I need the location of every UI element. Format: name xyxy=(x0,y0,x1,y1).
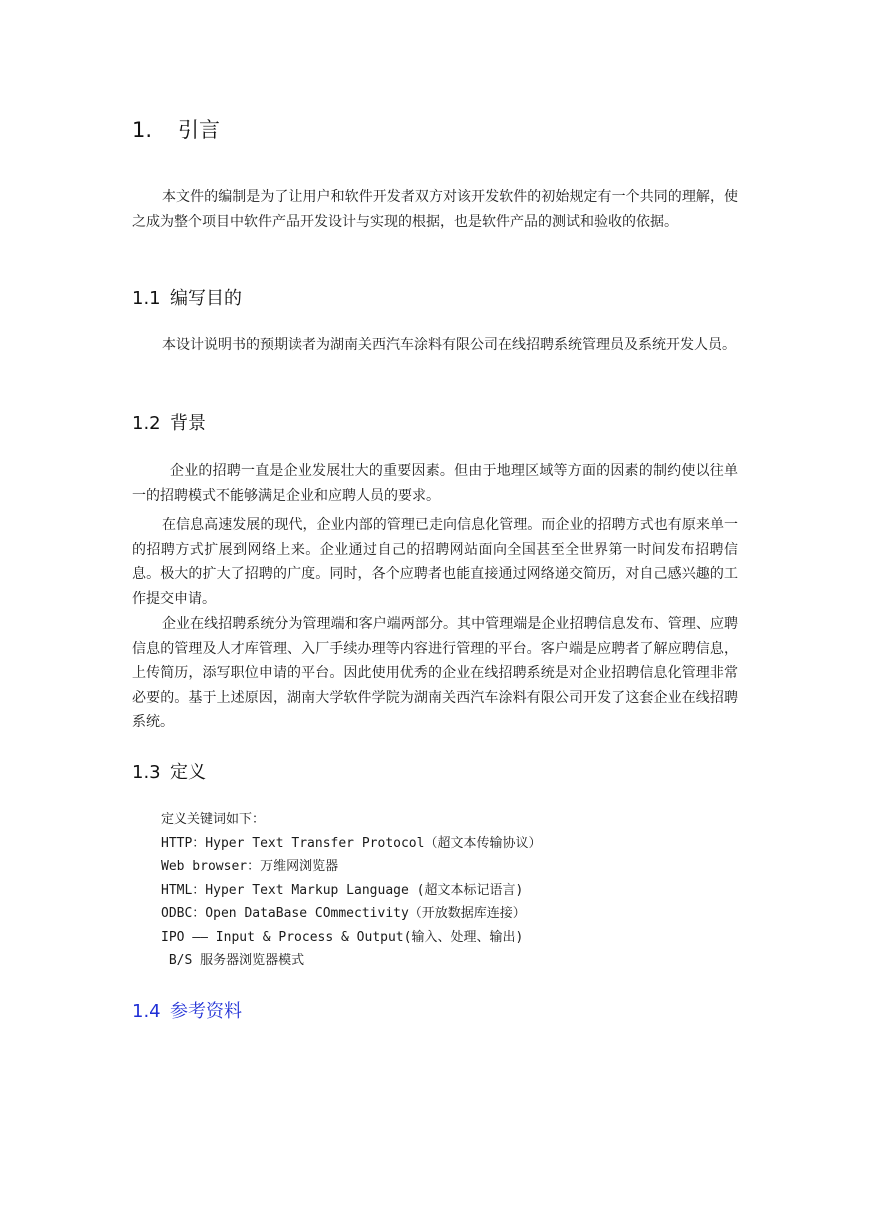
heading-references-link[interactable] xyxy=(132,997,242,1023)
heading-number: 1.2 xyxy=(132,413,161,434)
heading-title: 背景 xyxy=(170,413,206,434)
heading-number: 1. xyxy=(132,118,153,142)
definition-item: B/S 服务器浏览器模式 xyxy=(161,953,305,968)
heading-intro xyxy=(132,114,220,144)
definition-item: HTML：Hyper Text Markup Language (超文本标记语言) xyxy=(161,882,524,898)
heading-background xyxy=(132,409,206,435)
heading-title: 定义 xyxy=(170,762,206,783)
heading-number: 1.4 xyxy=(132,1001,161,1022)
definition-item: HTTP：Hyper Text Transfer Protocol（超文本传输协议） xyxy=(161,835,542,851)
definitions-list xyxy=(161,808,541,973)
definitions-intro: 定义关键词如下： xyxy=(161,812,266,827)
heading-title: 引言 xyxy=(178,118,220,142)
heading-number: 1.1 xyxy=(132,288,161,309)
heading-definitions xyxy=(132,758,206,784)
paragraph-background-1: 企业的招聘一直是企业发展壮大的重要因素。但由于地理区域等方面的因素的制约使以往单一的招聘模式不能够满足企业和应聘人员的要求。 xyxy=(132,463,738,504)
heading-purpose xyxy=(132,284,242,310)
paragraph-background-3: 企业在线招聘系统分为管理端和客户端两部分。其中管理端是企业招聘信息发布、管理、应聘信息的管理及人才库管理、入厂手续办理等内容进行管理的平台。客户端是应聘者了解应聘信息，上传简历，添写职位申请的平台。因此使用优秀的企业在线招聘系统是对企业招聘信息化管理非常必要的。基于上述原因，湖南大学软件学院为湖南关西汽车涂料有限公司开发了这套企业在线招聘系统。 xyxy=(132,616,738,730)
heading-number: 1.3 xyxy=(132,762,161,783)
paragraph-purpose: 本设计说明书的预期读者为湖南关西汽车涂料有限公司在线招聘系统管理员及系统开发人员。 xyxy=(162,337,736,353)
heading-title: 编写目的 xyxy=(170,288,242,309)
paragraph-background-2: 在信息高速发展的现代，企业内部的管理已走向信息化管理。而企业的招聘方式也有原来单一的招聘方式扩展到网络上来。企业通过自己的招聘网站面向全国甚至全世界第一时间发布招聘信息。极大的扩大了招聘的广度。同时，各个应聘者也能直接通过网络递交简历，对自己感兴趣的工作提交申请。 xyxy=(132,517,738,607)
paragraph-intro: 本文件的编制是为了让用户和软件开发者双方对该开发软件的初始规定有一个共同的理解，使之成为整个项目中软件产品开发设计与实现的根据，也是软件产品的测试和验收的依据。 xyxy=(132,189,738,230)
definition-item: ODBC：Open DataBase COmmectivity（开放数据库连接） xyxy=(161,906,526,921)
definition-item: Web browser：万维网浏览器 xyxy=(161,859,339,874)
heading-title: 参考资料 xyxy=(170,1001,242,1022)
definition-item: IPO —— Input & Process & Output(输入、处理、输出) xyxy=(161,929,524,945)
